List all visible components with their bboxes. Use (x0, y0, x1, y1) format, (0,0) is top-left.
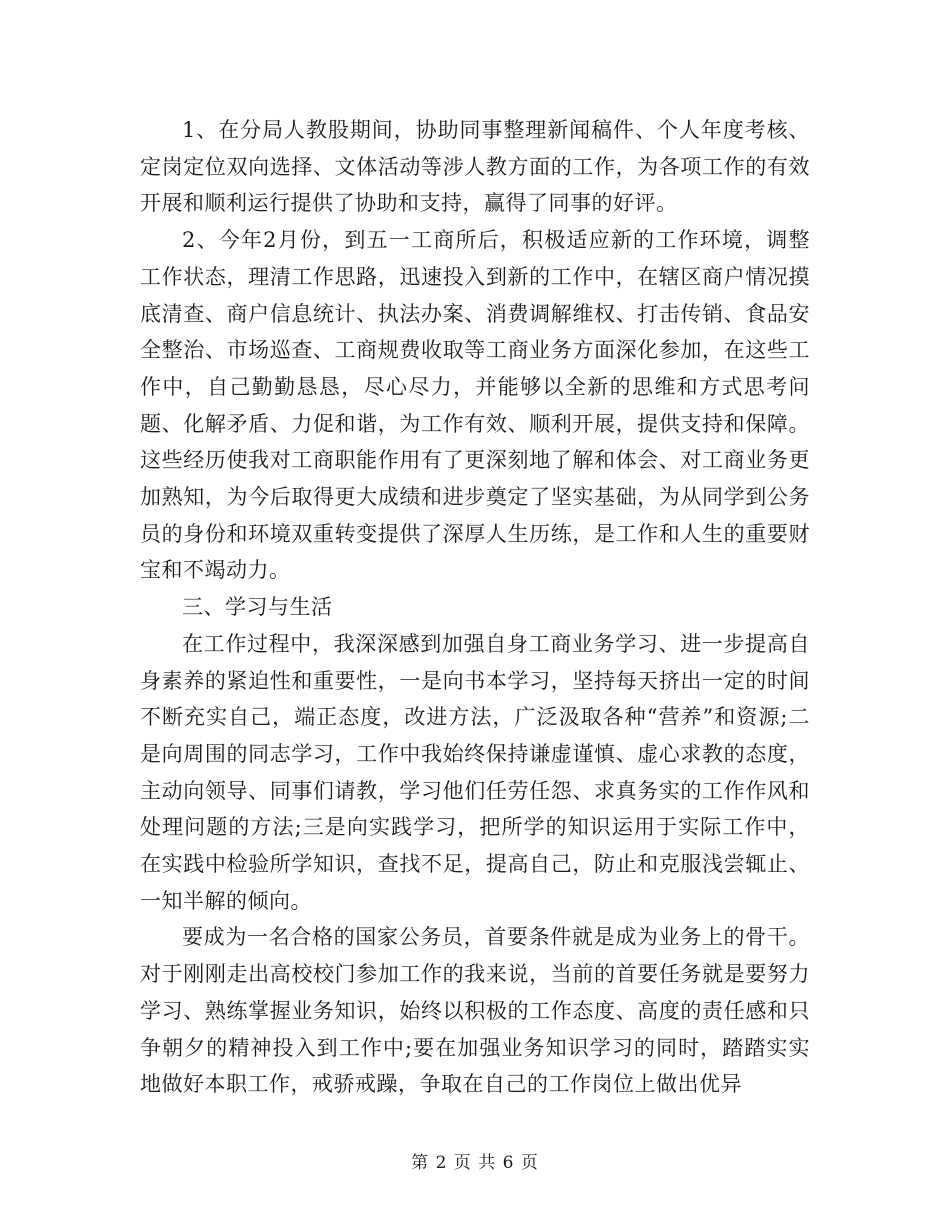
paragraph-2: 2、今年2月份，到五一工商所后，积极适应新的工作环境，调整工作状态，理清工作思路，迅速投入到新的工作中，在辖区商户情况摸底清查、商户信息统计、执法办案、消费调解维权、打击传销、食品安全整治、市场巡查、工商规费收取等工商业务方面深化参加，在这些工作中，自己勤勤恳恳，尽心尽力，并能够以全新的思维和方式思考问题、化解矛盾、力促和谐，为工作有效、顺利开展，提供支持和保障。这些经历使我对工商职能作用有了更深刻地了解和体会、对工商业务更加熟知，为今后取得更大成绩和进步奠定了坚实基础，为从同学到公务员的身份和环境双重转变提供了深厚人生历练，是工作和人生的重要财宝和不竭动力。 (140, 228, 810, 583)
paragraph-4: 要成为一名合格的国家公务员，首要条件就是成为业务上的骨干。对于刚刚走出高校校门参加工作的我来说，当前的首要任务就是要努力学习、熟练掌握业务知识，始终以积极的工作态度、高度的责任感和只争朝夕的精神投入到工作中;要在加强业务知识学习的同时，踏踏实实地做好本职工作，戒骄戒躁，争取在自己的工作岗位上做出优异 (140, 925, 810, 1097)
section-heading: 三、学习与生活 (182, 595, 333, 620)
page-number: 第 2 页 共 6 页 (411, 1153, 539, 1173)
document-body (140, 112, 810, 1103)
paragraph-3: 在工作过程中，我深深感到加强自身工商业务学习、进一步提高自身素养的紧迫性和重要性，一是向书本学习，坚持每天挤出一定的时间不断充实自己，端正态度，改进方法，广泛汲取各种“营养”和资源;二是向周围的同志学习，工作中我始终保持谦虚谨慎、虚心求教的态度，主动向领导、同事们请教，学习他们任劳任怨、求真务实的工作作风和处理问题的方法;三是向实践学习，把所学的知识运用于实际工作中，在实践中检验所学知识，查找不足，提高自己，防止和克服浅尝辄止、一知半解的倾向。 (140, 631, 810, 913)
paragraph-1: 1、在分局人教股期间，协助同事整理新闻稿件、个人年度考核、定岗定位双向选择、文体活动等涉人教方面的工作，为各项工作的有效开展和顺利运行提供了协助和支持，赢得了同事的好评。 (140, 118, 810, 216)
